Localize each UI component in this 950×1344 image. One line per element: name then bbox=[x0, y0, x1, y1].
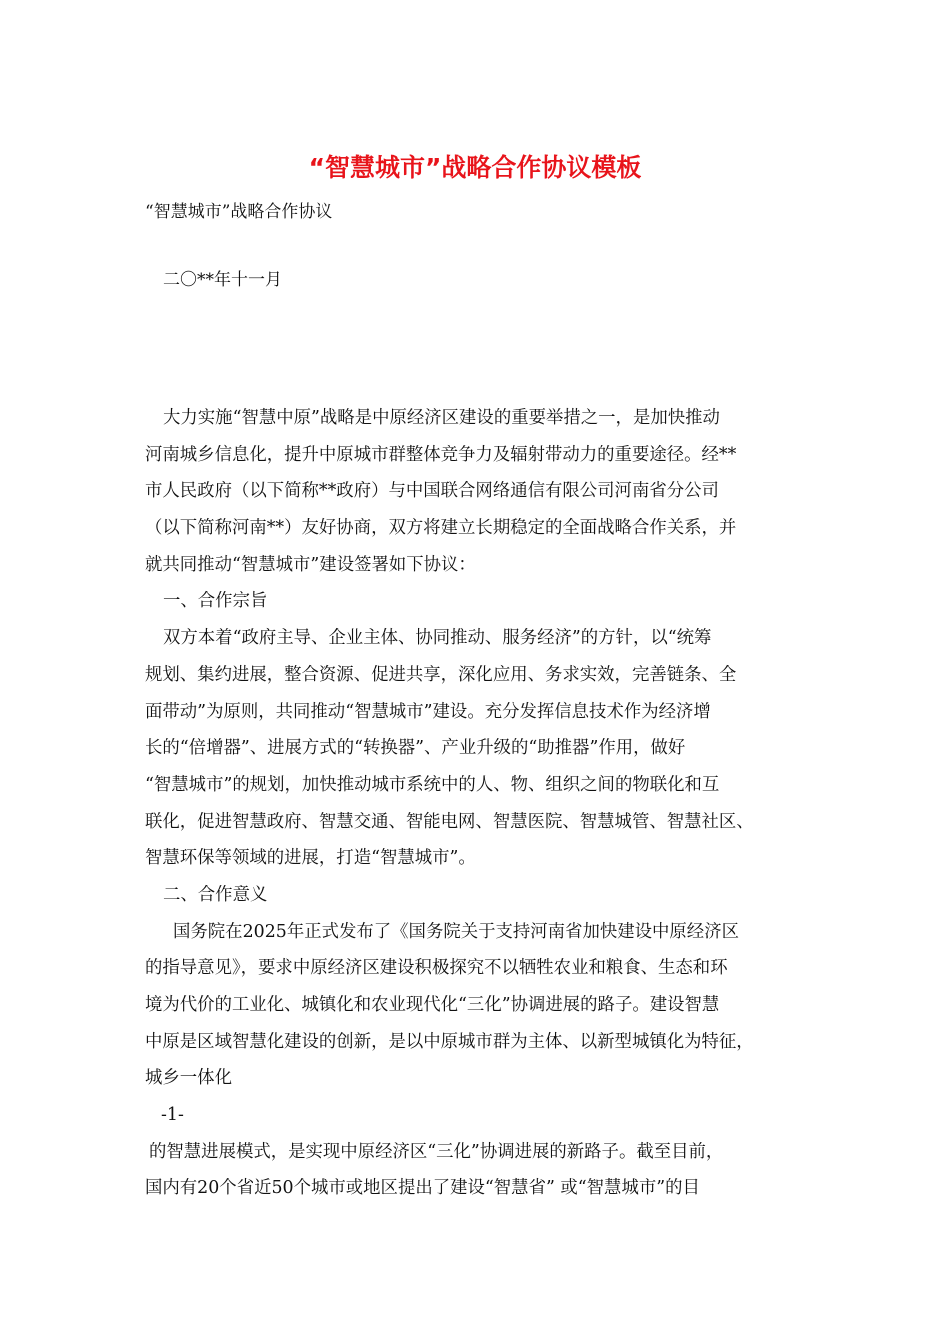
body-line: 就共同推动“智慧城市”建设签署如下协议： bbox=[145, 554, 476, 575]
body-line: 市人民政府（以下简称**政府）与中国联合网络通信有限公司河南省分公司 bbox=[145, 481, 719, 502]
section-heading: 二、合作意义 bbox=[163, 884, 268, 905]
body-line: 的指导意见》，要求中原经济区建设积极探究不以牺牲农业和粮食、生态和环 bbox=[145, 958, 728, 979]
body-line: “智慧城市”的规划，加快推动城市系统中的人、物、组织之间的物联化和互 bbox=[145, 774, 720, 795]
page-number: -1- bbox=[161, 1105, 184, 1126]
body-line: （以下简称河南**）友好协商，双方将建立长期稳定的全面战略合作关系，并 bbox=[145, 518, 737, 539]
document-body bbox=[145, 400, 810, 1207]
body-line: 长的“倍增器”、进展方式的“转换器”、产业升级的“助推器”作用，做好 bbox=[145, 738, 686, 759]
body-line: 国内有20个省近50个城市或地区提出了建设“智慧省” 或“智慧城市”的目 bbox=[145, 1178, 700, 1199]
body-line: 境为代价的工业化、城镇化和农业现代化“三化”协调进展的路子。建设智慧 bbox=[145, 995, 720, 1015]
body-line: 国务院在2025年正式发布了《国务院关于支持河南省加快建设中原经济区 bbox=[173, 921, 739, 942]
document-title: “智慧城市”战略合作协议模板 bbox=[308, 153, 642, 182]
body-line: 中原是区域智慧化建设的创新，是以中原城市群为主体、以新型城镇化为特征， bbox=[145, 1031, 754, 1052]
body-line: 河南城乡信息化，提升中原城市群整体竞争力及辐射带动力的重要途径。经** bbox=[145, 444, 737, 465]
section-heading: 一、合作宗旨 bbox=[163, 591, 268, 612]
body-line: 规划、集约进展，整合资源、促进共享，深化应用、务求实效，完善链条、全 bbox=[145, 664, 737, 685]
document-date: 二〇**年十一月 bbox=[163, 270, 282, 290]
body-line: 双方本着“政府主导、企业主体、协同推动、服务经济”的方针，以“统筹 bbox=[163, 628, 712, 649]
body-line: 的智慧进展模式，是实现中原经济区“三化”协调进展的新路子。截至目前， bbox=[149, 1141, 724, 1162]
body-line: 面带动”为原则，共同推动“智慧城市”建设。充分发挥信息技术作为经济增 bbox=[145, 701, 711, 722]
document-subtitle: “智慧城市”战略合作协议 bbox=[145, 202, 333, 222]
body-line: 联化，促进智慧政府、智慧交通、智能电网、智慧医院、智慧城管、智慧社区、 bbox=[145, 811, 754, 832]
body-line: 智慧环保等领域的进展，打造“智慧城市”。 bbox=[145, 848, 476, 869]
body-line: 大力实施“智慧中原”战略是中原经济区建设的重要举措之一，是加快推动 bbox=[163, 408, 720, 428]
body-line: 城乡一体化 bbox=[145, 1068, 232, 1089]
